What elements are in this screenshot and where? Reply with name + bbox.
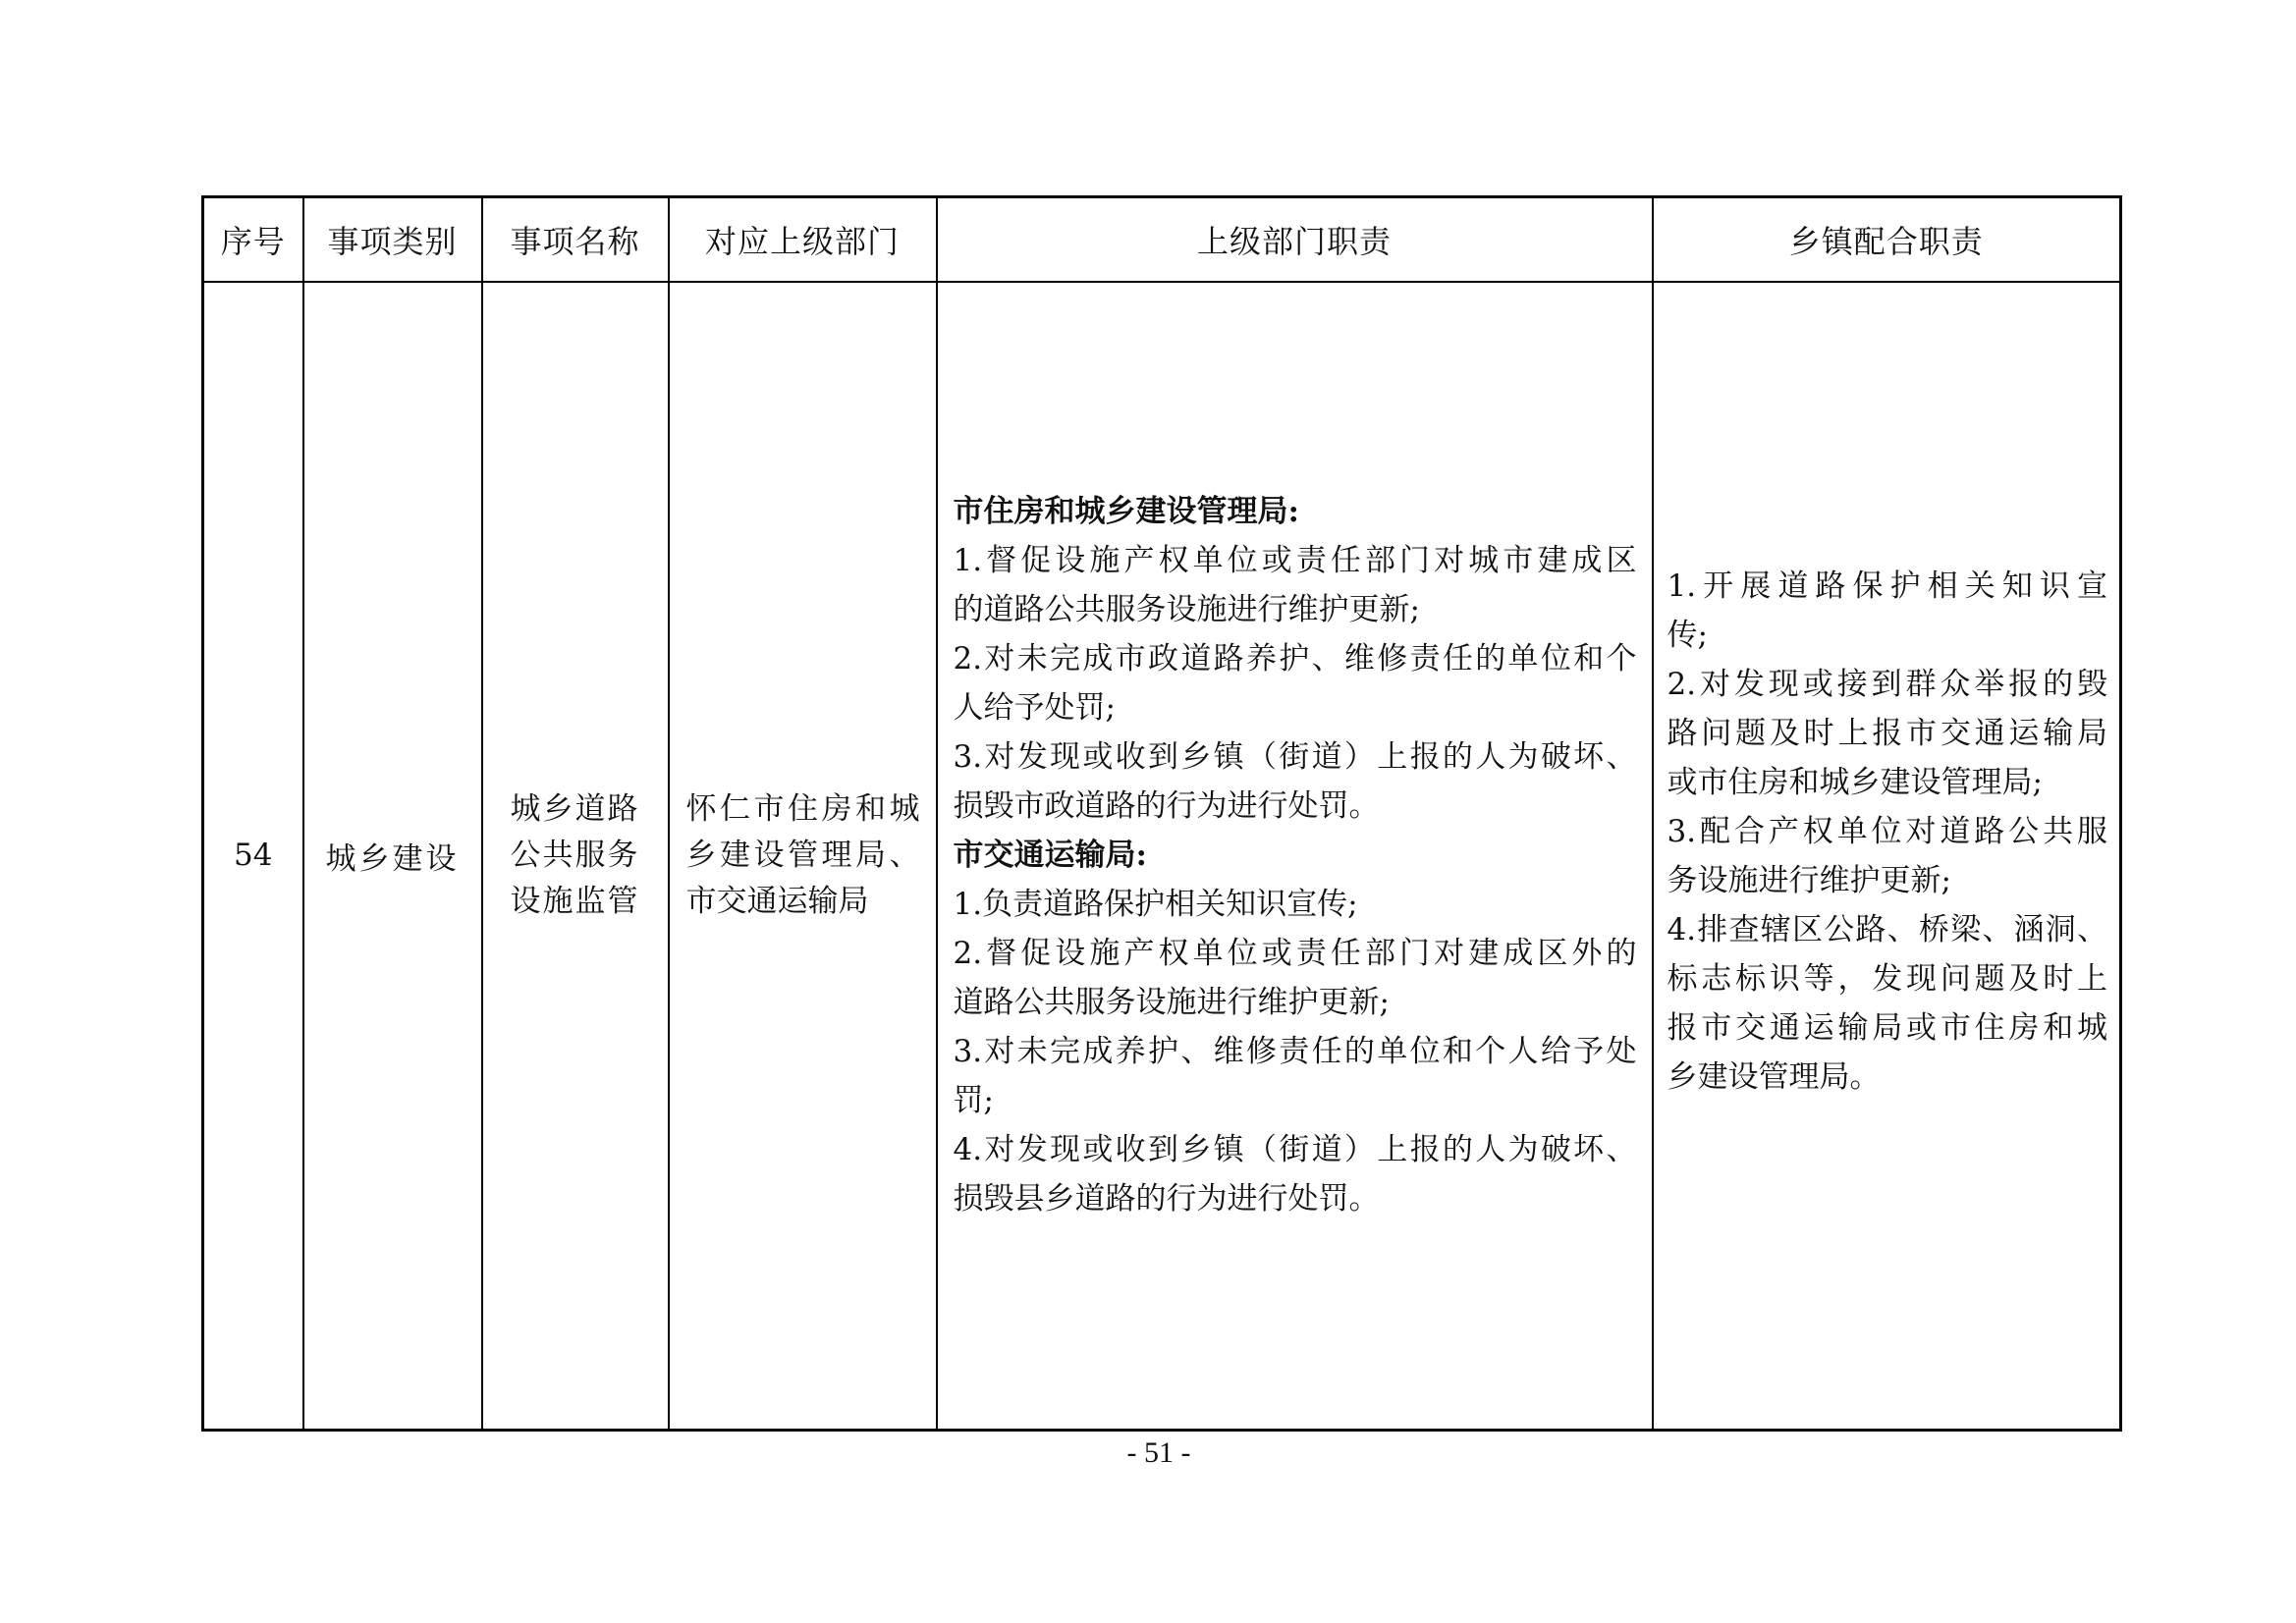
item-name-line: 公共服务 [510,837,640,873]
duty-line: 2.督促设施产权单位或责任部门对建成区外的 [953,936,1637,972]
duty-line: 3.对发现或收到乡镇（街道）上报的人为破坏、 [953,739,1637,776]
township-duty-line: 务设施进行维护更新; [1667,863,1951,899]
cell-seq: 54 [203,282,303,1431]
header-township-duties: 乡镇配合职责 [1653,197,2121,282]
cell-category: 城乡建设 [303,282,482,1431]
duty-line: 3.对未完成养护、维修责任的单位和个人给予处 [953,1034,1637,1070]
header-upper-duties: 上级部门职责 [937,197,1653,282]
department-line: 乡建设管理局、 [685,837,920,873]
page-number: - 51 - [1126,1436,1191,1469]
township-duty-line: 4.排查辖区公路、桥梁、涵洞、 [1667,912,2107,948]
duty-line: 人给予处罚; [953,690,1116,727]
duty-line: 损毁市政道路的行为进行处罚。 [953,788,1380,825]
township-duty-line: 3.配合产权单位对道路公共服 [1667,814,2107,850]
township-duty-line: 传; [1667,618,1708,654]
item-name-line: 设施监管 [510,883,640,919]
township-duty-line: 2.对发现或接到群众举报的毁 [1667,667,2107,703]
header-upper-department: 对应上级部门 [669,197,937,282]
township-duty-line: 乡建设管理局。 [1667,1059,1881,1096]
township-duty-line: 报市交通运输局或市住房和城 [1667,1010,2107,1047]
township-duty-line: 路问题及时上报市交通运输局 [1667,716,2107,752]
department-line: 市交通运输局 [685,883,869,919]
cell-item-name [482,282,669,1431]
duty-line: 的道路公共服务设施进行维护更新; [953,592,1420,628]
agency-heading: 市交通运输局: [953,838,1147,874]
township-duty-line: 1.开展道路保护相关知识宣 [1667,568,2107,605]
item-name-line: 城乡道路 [510,790,640,827]
department-text [686,786,920,925]
department-line: 怀仁市住房和城 [685,790,920,827]
cell-township-duties [1653,282,2121,1431]
duty-line: 1.负责道路保护相关知识宣传; [953,887,1358,923]
duty-line: 2.对未完成市政道路养护、维修责任的单位和个 [953,641,1637,677]
duty-line: 道路公共服务设施进行维护更新; [953,985,1390,1021]
agency-heading: 市住房和城乡建设管理局: [953,494,1299,530]
cell-upper-duties [937,282,1653,1431]
township-duties-text [1667,562,2108,1102]
table-header-row [203,197,2121,282]
duty-line: 罚; [953,1083,994,1119]
township-duty-line: 或市住房和城乡建设管理局; [1667,765,2043,801]
item-name-text [483,786,668,925]
upper-duties-text [954,487,1637,1223]
duty-line: 4.对发现或收到乡镇（街道）上报的人为破坏、 [953,1132,1637,1168]
header-item-name: 事项名称 [482,197,669,282]
header-seq: 序号 [203,197,303,282]
duty-line: 1.督促设施产权单位或责任部门对城市建成区 [953,543,1637,579]
table-row [203,282,2121,1431]
township-duty-line: 标志标识等，发现问题及时上 [1667,961,2107,998]
header-category: 事项类别 [303,197,482,282]
cell-upper-department [669,282,937,1431]
duties-table [201,195,2122,1432]
duty-line: 损毁县乡道路的行为进行处罚。 [953,1181,1380,1217]
